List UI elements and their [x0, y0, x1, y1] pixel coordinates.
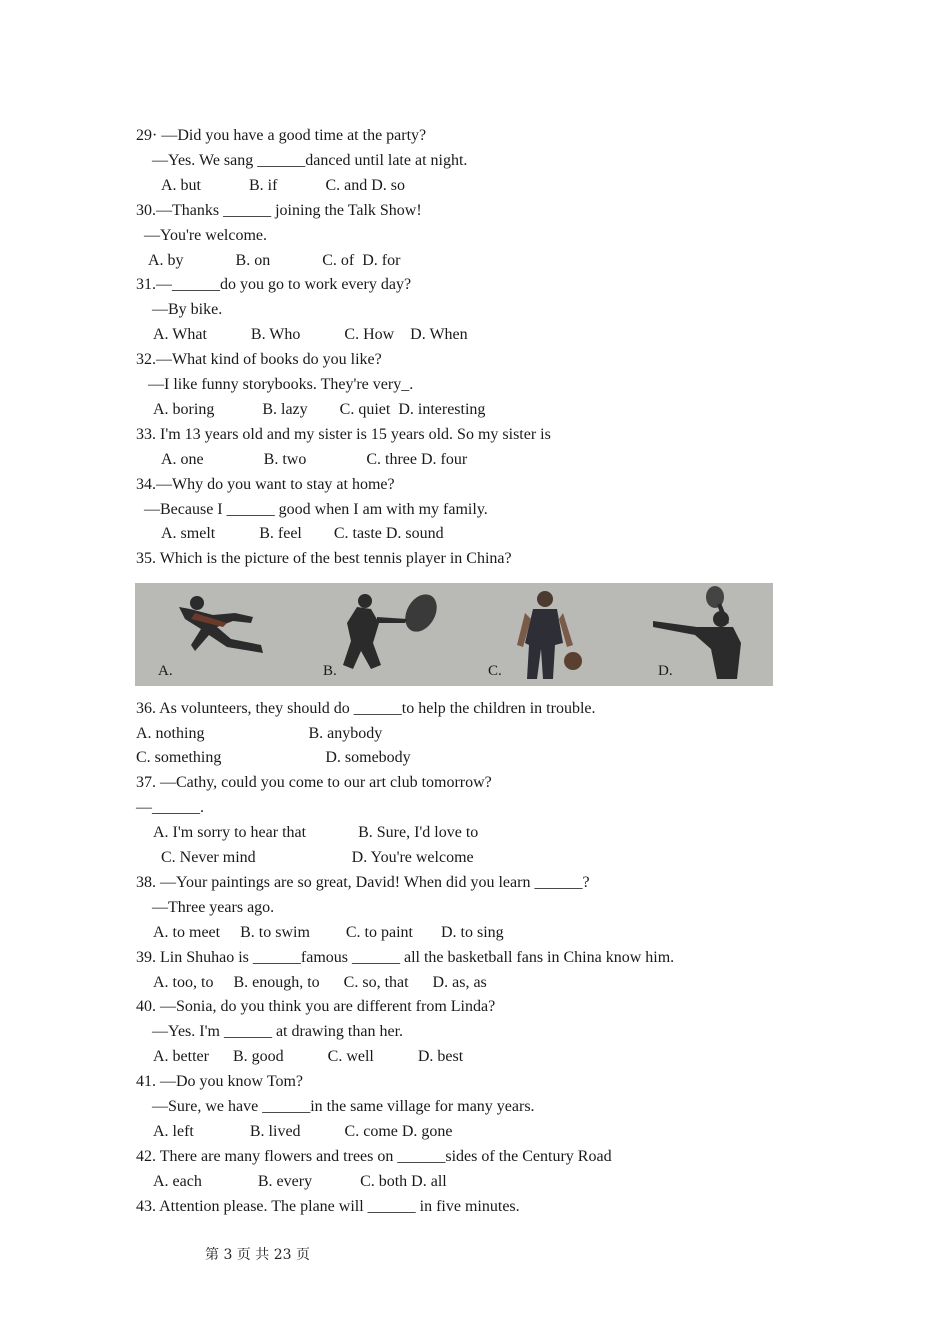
q41-reply: —Sure, we have ______in the same village for many years.: [152, 1098, 535, 1115]
q29-stem: 29· —Did you have a good time at the party?: [136, 127, 427, 144]
table-tennis-figure-b: [343, 589, 443, 669]
q38-options: A. to meet B. to swim C. to paint D. to sing: [153, 924, 504, 941]
q42-stem: 42. There are many flowers and trees on ______sides of the Century Road: [136, 1148, 612, 1165]
q34-reply: —Because I ______ good when I am with my family.: [144, 501, 488, 518]
q37-stem: 37. —Cathy, could you come to our art club tomorrow?: [136, 774, 492, 791]
q37-options-b: C. Never mind D. You're welcome: [161, 849, 474, 866]
basketball-figure-c: [517, 591, 582, 679]
q40-stem: 40. —Sonia, do you think you are different from Linda?: [136, 998, 496, 1015]
q30-options: A. by B. on C. of D. for: [148, 252, 401, 269]
q37-reply: —______.: [136, 799, 204, 816]
q36-options-b: C. something D. somebody: [136, 749, 411, 766]
picture-label-c: C.: [488, 663, 502, 679]
picture-label-d: D.: [658, 663, 673, 679]
q31-options: A. What B. Who C. How D. When: [153, 326, 468, 343]
q33-stem: 33. I'm 13 years old and my sister is 15 years old. So my sister is: [136, 426, 551, 443]
q35-stem: 35. Which is the picture of the best tennis player in China?: [136, 550, 512, 567]
q31-reply: —By bike.: [152, 301, 223, 318]
q34-options: A. smelt B. feel C. taste D. sound: [161, 525, 444, 542]
q29-options: A. but B. if C. and D. so: [161, 177, 405, 194]
page-footer: 第 3 页 共 23 页: [205, 1247, 310, 1263]
q42-options: A. each B. every C. both D. all: [153, 1173, 447, 1190]
picture-label-b: B.: [323, 663, 337, 679]
q40-options: A. better B. good C. well D. best: [153, 1048, 464, 1065]
q36-stem: 36. As volunteers, they should do ______to help the children in trouble.: [136, 700, 596, 717]
q32-stem: 32.—What kind of books do you like?: [136, 351, 382, 368]
q32-reply: —I like funny storybooks. They're very_.: [148, 376, 414, 393]
q40-reply: —Yes. I'm ______ at drawing than her.: [152, 1023, 404, 1040]
q43-stem: 43. Attention please. The plane will ______ in five minutes.: [136, 1198, 520, 1215]
picture-label-a: A.: [158, 663, 173, 679]
q29-reply: —Yes. We sang ______danced until late at night.: [152, 152, 468, 169]
athlete-silhouettes: [135, 583, 773, 686]
q38-stem: 38. —Your paintings are so great, David! When did you learn ______?: [136, 874, 590, 891]
q36-options-a: A. nothing B. anybody: [136, 725, 383, 742]
q30-reply: —You're welcome.: [144, 227, 268, 244]
q41-options: A. left B. lived C. come D. gone: [153, 1123, 453, 1140]
q38-reply: —Three years ago.: [152, 899, 275, 916]
q30-stem: 30.—Thanks ______ joining the Talk Show!: [136, 202, 422, 219]
sports-picture-strip: [135, 583, 773, 686]
q32-options: A. boring B. lazy C. quiet D. interesting: [153, 401, 486, 418]
q39-stem: 39. Lin Shuhao is ______famous ______ all the basketball fans in China know him.: [136, 949, 675, 966]
q37-options-a: A. I'm sorry to hear that B. Sure, I'd love to: [153, 824, 479, 841]
q33-options: A. one B. two C. three D. four: [161, 451, 468, 468]
q31-stem: 31.—______do you go to work every day?: [136, 276, 412, 293]
hurdler-figure-a: [179, 596, 263, 653]
q41-stem: 41. —Do you know Tom?: [136, 1073, 304, 1090]
q34-stem: 34.—Why do you want to stay at home?: [136, 476, 395, 493]
q39-options: A. too, to B. enough, to C. so, that D. as, as: [153, 974, 487, 991]
